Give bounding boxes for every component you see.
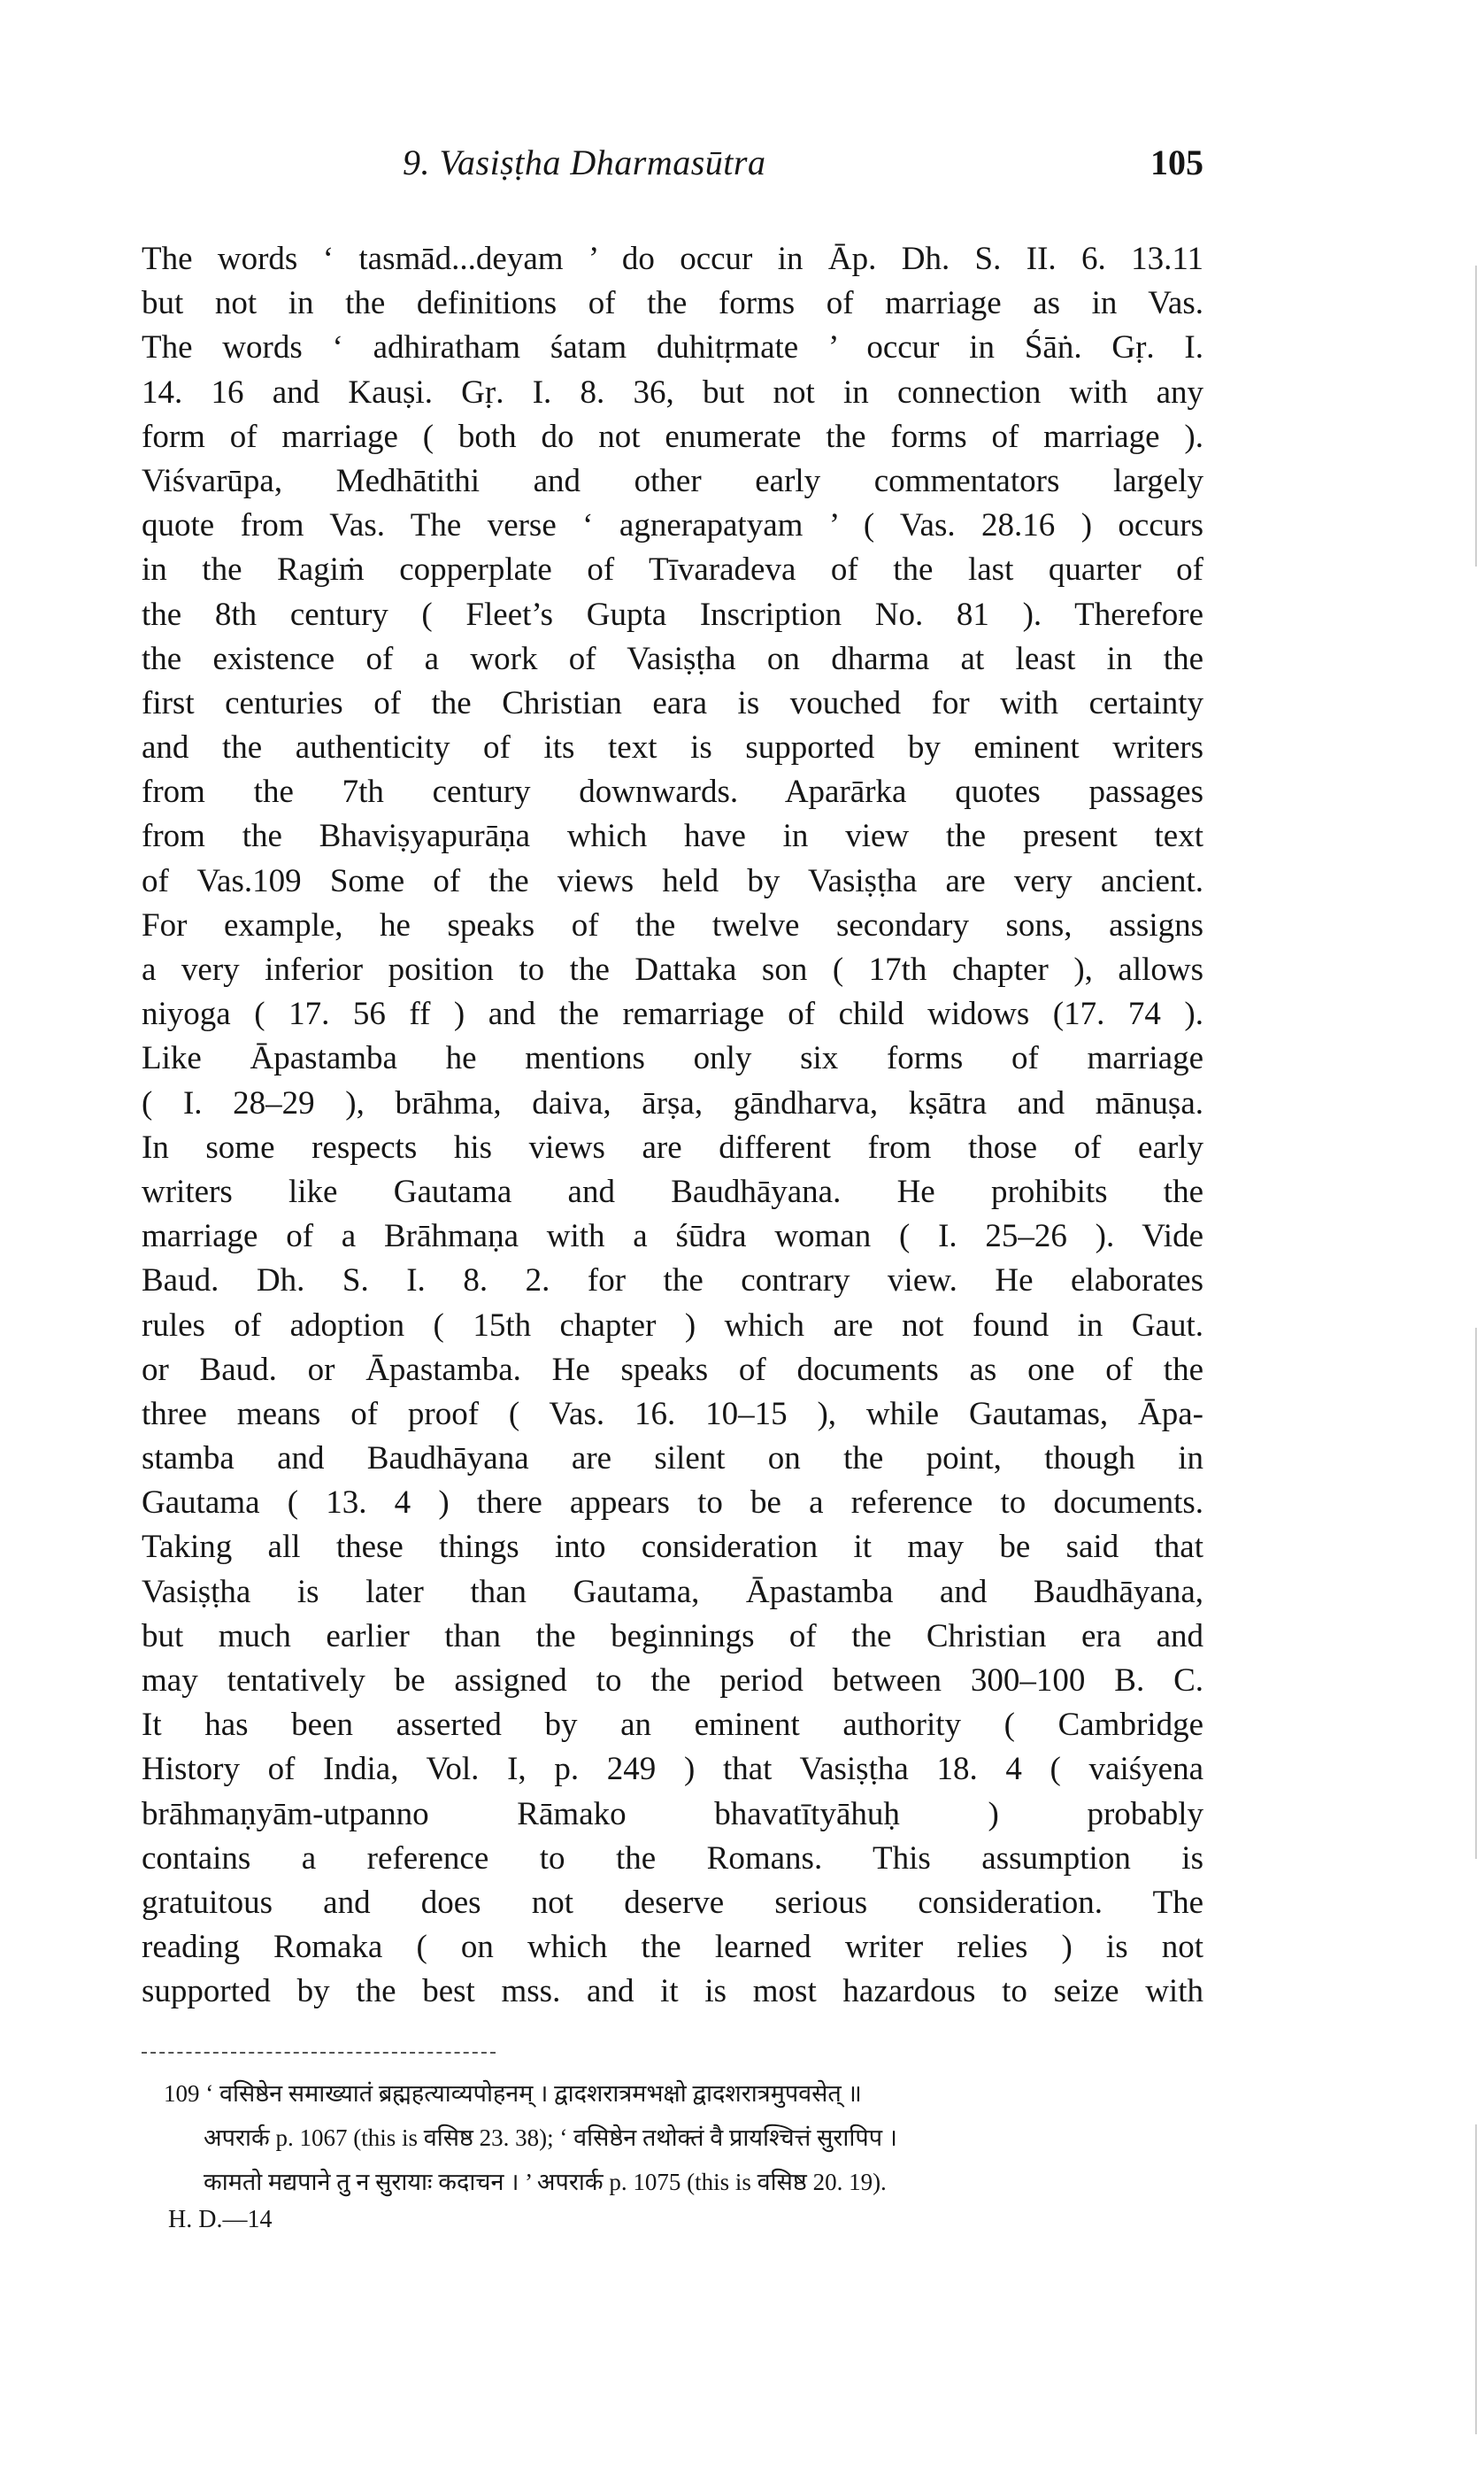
- text-line: ( I. 28–29 ), brāhma, daiva, ārṣa, gāndharva, kṣātra and mānuṣa.: [142, 1084, 1203, 1122]
- text-line: The words ‘ tasmād...deyam ’ do occur in Āp. Dh. S. II. 6. 13.11: [142, 241, 1203, 277]
- text-line: quote from Vas. The verse ‘ agnerapatyam ’ ( Vas. 28.16 ) occurs: [142, 507, 1203, 544]
- text-line: stamba and Baudhāyana are silent on the point, though in: [142, 1440, 1203, 1477]
- text-line: from the 7th century downwards. Aparārka quotes passages: [142, 774, 1203, 811]
- text-line: The words ‘ adhiratham śatam duhitṛmate ’ occur in Śāṅ. Gṛ. I.: [142, 329, 1203, 366]
- text-line: or Baud. or Āpastamba. He speaks of documents as one of the: [142, 1351, 1203, 1388]
- text-line: writers like Gautama and Baudhāyana. He prohibits the: [142, 1173, 1203, 1210]
- text-line: the 8th century ( Fleet’s Gupta Inscription No. 81 ). Therefore: [142, 596, 1203, 633]
- text-line: of Vas.109 Some of the views held by Vasiṣṭha are very ancient.: [142, 862, 1203, 899]
- text-line: gratuitous and does not deserve serious consideration. The: [142, 1884, 1203, 1921]
- text-line: rules of adoption ( 15th chapter ) which are not found in Gaut.: [142, 1307, 1203, 1344]
- body-text: [142, 237, 1203, 2015]
- text-line: Vasiṣṭha is later than Gautama, Āpastamba and Baudhāyana,: [142, 1573, 1203, 1610]
- text-line: Viśvarūpa, Medhātithi and other early commentators largely: [142, 462, 1203, 499]
- text-line: Baud. Dh. S. I. 8. 2. for the contrary view. He elaborates: [142, 1262, 1203, 1299]
- text-line: the existence of a work of Vasiṣṭha on dharma at least in the: [142, 640, 1203, 677]
- footnote-line: 109 ‘ वसिष्ठेन समाख्यातं ब्रह्महत्याव्यपोहनम् । द्वादशरात्रमभक्षो द्वादशरात्रमुपवसेत् ॥: [164, 2080, 862, 2107]
- footnote-line: अपरार्क p. 1067 (this is वसिष्ठ 23. 38); ‘ वसिष्ठेन तथोक्तं वै प्रायश्चित्तं सुरापिप ।: [204, 2124, 898, 2151]
- text-line: Like Āpastamba he mentions only six forms of marriage: [142, 1040, 1203, 1077]
- footnote-109: [164, 2071, 1181, 2204]
- text-line: 14. 16 and Kauṣi. Gṛ. I. 8. 36, but not in connection with any: [142, 374, 1203, 411]
- text-line: and the authenticity of its text is supported by eminent writers: [142, 729, 1203, 767]
- text-line: supported by the best mss. and it is most hazardous to seize with: [142, 1973, 1203, 2010]
- chapter-title: 9. Vasiṣṭha Dharmasūtra: [403, 143, 766, 182]
- printer-signature-mark: H. D.—14: [168, 2206, 273, 2233]
- text-line: Taking all these things into consideration it may be said that: [142, 1529, 1203, 1566]
- footnote-separator: [142, 2052, 496, 2056]
- text-line: For example, he speaks of the twelve secondary sons, assigns: [142, 906, 1203, 944]
- text-line: form of marriage ( both do not enumerate the forms of marriage ).: [142, 418, 1203, 455]
- text-line: marriage of a Brāhmaṇa with a śūdra woman ( I. 25–26 ). Vide: [142, 1218, 1203, 1255]
- text-line: but much earlier than the beginnings of the Christian era and: [142, 1617, 1203, 1654]
- text-line: Gautama ( 13. 4 ) there appears to be a reference to documents.: [142, 1484, 1203, 1522]
- scan-edge-shadow: [1475, 2124, 1477, 2434]
- text-line: reading Romaka ( on which the learned writer relies ) is not: [142, 1929, 1203, 1966]
- text-line: History of India, Vol. I, p. 249 ) that Vasiṣṭha 18. 4 ( vaiśyena: [142, 1751, 1203, 1788]
- scan-edge-shadow: [1475, 1328, 1477, 1859]
- page-number: 105: [1150, 143, 1203, 182]
- text-line: three means of proof ( Vas. 16. 10–15 ), while Gautamas, Āpa-: [142, 1395, 1203, 1432]
- text-line: contains a reference to the Romans. This assumption is: [142, 1839, 1203, 1877]
- text-line: from the Bhaviṣyapurāṇa which have in view the present text: [142, 818, 1203, 855]
- text-line: in the Ragiṁ copperplate of Tīvaradeva of the last quarter of: [142, 551, 1203, 589]
- text-line: brāhmaṇyām-utpanno Rāmako bhavatītyāhuḥ ) probably: [142, 1795, 1203, 1832]
- text-line: It has been asserted by an eminent authority ( Cambridge: [142, 1707, 1203, 1744]
- text-line: In some respects his views are different from those of early: [142, 1129, 1203, 1166]
- text-line: a very inferior position to the Dattaka son ( 17th chapter ), allows: [142, 952, 1203, 988]
- running-head: [142, 142, 1203, 191]
- text-line: first centuries of the Christian eara is vouched for with certainty: [142, 684, 1203, 721]
- text-line: but not in the definitions of the forms of marriage as in Vas.: [142, 285, 1203, 322]
- text-line: niyoga ( 17. 56 ff ) and the remarriage of child widows (17. 74 ).: [142, 996, 1203, 1033]
- footnote-line: कामतो मद्यपाने तु न सुरायाः कदाचन । ’ अपरार्क p. 1075 (this is वसिष्ठ 20. 19).: [204, 2169, 887, 2195]
- text-line: may tentatively be assigned to the period between 300–100 B. C.: [142, 1662, 1203, 1699]
- scan-edge-shadow: [1475, 266, 1477, 567]
